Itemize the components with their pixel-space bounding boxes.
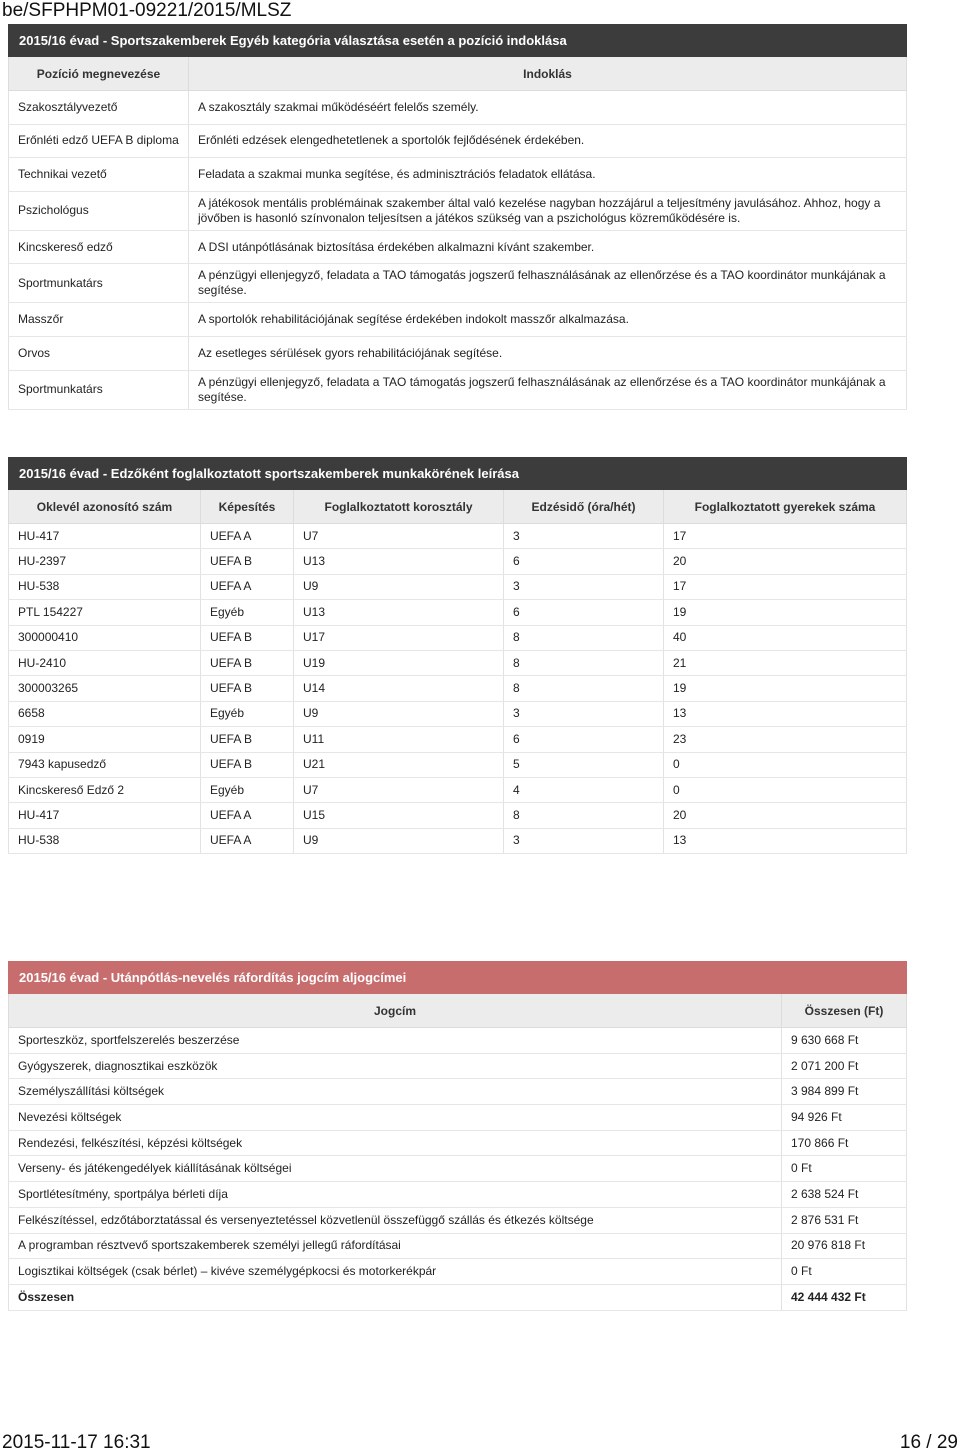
table-row — [9, 727, 907, 752]
table-cell: 8 — [504, 625, 664, 650]
column-header: Oklevél azonosító szám — [9, 490, 201, 524]
table-cell: 6658 — [9, 701, 201, 726]
table-cell: 3 — [504, 701, 664, 726]
table-cell: 8 — [504, 650, 664, 675]
table-cell: 2 876 531 Ft — [782, 1207, 907, 1233]
table-cell: 300003265 — [9, 676, 201, 701]
column-header: Edzésidő (óra/hét) — [504, 490, 664, 524]
table-cell: UEFA B — [201, 676, 294, 701]
table-cell: A pénzügyi ellenjegyző, feladata a TAO támogatás jogszerű felhasználásának az ellenőrzése és a TAO koordinátor munkájának a segítése. — [189, 264, 907, 303]
column-header: Pozíció megnevezése — [9, 57, 189, 91]
table-row — [9, 1028, 907, 1054]
table-cell: Sportlétesítmény, sportpálya bérleti díja — [9, 1182, 782, 1208]
expense-items-table — [8, 994, 907, 1311]
table-cell: U9 — [294, 574, 504, 599]
table-cell: Gyógyszerek, diagnosztikai eszközök — [9, 1053, 782, 1079]
table-cell: 3 — [504, 828, 664, 853]
table-cell: U14 — [294, 676, 504, 701]
table-row — [9, 1156, 907, 1182]
column-header: Foglalkoztatott gyerekek száma — [664, 490, 907, 524]
table-cell: U21 — [294, 752, 504, 777]
table-cell: Orvos — [9, 336, 189, 370]
table-cell: 3 984 899 Ft — [782, 1079, 907, 1105]
table-header-row — [9, 490, 907, 524]
table-cell: 21 — [664, 650, 907, 675]
table-cell: 19 — [664, 600, 907, 625]
table-row — [9, 230, 907, 264]
table-row — [9, 1182, 907, 1208]
table-cell: HU-2410 — [9, 650, 201, 675]
table-cell: A sportolók rehabilitációjának segítése érdekében indokolt masszőr alkalmazása. — [189, 303, 907, 337]
table-cell: U11 — [294, 727, 504, 752]
table-cell: UEFA A — [201, 524, 294, 549]
table-cell: 9 630 668 Ft — [782, 1028, 907, 1054]
table-row — [9, 191, 907, 230]
table-cell: Technikai vezető — [9, 158, 189, 192]
table-cell: U9 — [294, 828, 504, 853]
table-row — [9, 370, 907, 409]
table-cell: UEFA B — [201, 625, 294, 650]
table-row — [9, 777, 907, 802]
table-cell: Erőnléti edzések elengedhetetlenek a sportolók fejlődésének érdekében. — [189, 124, 907, 158]
table-row — [9, 1233, 907, 1259]
page-number: 16 / 29 — [899, 1432, 958, 1453]
table-cell: U15 — [294, 803, 504, 828]
table-cell: 17 — [664, 524, 907, 549]
table-cell: HU-538 — [9, 828, 201, 853]
table-cell: HU-2397 — [9, 549, 201, 574]
table-cell: PTL 154227 — [9, 600, 201, 625]
table-cell: 94 926 Ft — [782, 1105, 907, 1131]
table-cell: A programban résztvevő sportszakemberek személyi jellegű ráfordításai — [9, 1233, 782, 1259]
table-cell: U9 — [294, 701, 504, 726]
table-cell: U13 — [294, 549, 504, 574]
table-row — [9, 625, 907, 650]
column-header: Képesítés — [201, 490, 294, 524]
column-header: Jogcím — [9, 994, 782, 1028]
column-header: Indoklás — [189, 57, 907, 91]
table-cell: Pszichológus — [9, 191, 189, 230]
table-cell: Kincskereső edző — [9, 230, 189, 264]
table-row — [9, 124, 907, 158]
total-label: Összesen — [9, 1284, 782, 1310]
table-cell: U7 — [294, 524, 504, 549]
table-cell: Szakosztályvezető — [9, 91, 189, 125]
table-row — [9, 91, 907, 125]
table-row — [9, 1105, 907, 1131]
table-cell: Kincskereső Edző 2 — [9, 777, 201, 802]
table-cell: 8 — [504, 803, 664, 828]
table-row — [9, 1130, 907, 1156]
table-cell: 6 — [504, 727, 664, 752]
table-cell: Felkészítéssel, edzőtáborztatással és versenyeztetéssel közvetlenül összefüggő szállás és étkezés költsége — [9, 1207, 782, 1233]
table-cell: 2 638 524 Ft — [782, 1182, 907, 1208]
table-row — [9, 701, 907, 726]
table-cell: HU-538 — [9, 574, 201, 599]
table-cell: 170 866 Ft — [782, 1130, 907, 1156]
table-cell: U13 — [294, 600, 504, 625]
table-cell: 19 — [664, 676, 907, 701]
table-row — [9, 650, 907, 675]
table-cell: 0 Ft — [782, 1259, 907, 1285]
table-cell: Egyéb — [201, 701, 294, 726]
table-row — [9, 803, 907, 828]
table-cell: 6 — [504, 600, 664, 625]
table-cell: Rendezési, felkészítési, képzési költségek — [9, 1130, 782, 1156]
table-row — [9, 1079, 907, 1105]
table-cell: Nevezési költségek — [9, 1105, 782, 1131]
section-title: 2015/16 évad - Edzőként foglalkoztatott sportszakemberek munkakörének leírása — [8, 457, 907, 490]
table-row — [9, 574, 907, 599]
table-row — [9, 336, 907, 370]
table-row — [9, 752, 907, 777]
table-row — [9, 1259, 907, 1285]
table-cell: UEFA A — [201, 828, 294, 853]
table-cell: 0 — [664, 777, 907, 802]
table-cell: Sporteszköz, sportfelszerelés beszerzése — [9, 1028, 782, 1054]
table-cell: A DSI utánpótlásának biztosítása érdekében alkalmazni kívánt szakember. — [189, 230, 907, 264]
expense-items-section — [8, 961, 907, 1311]
table-cell: 0 — [664, 752, 907, 777]
total-row — [9, 1284, 907, 1310]
table-cell: Verseny- és játékengedélyek kiállításának költségei — [9, 1156, 782, 1182]
document-id: be/SFPHPM01-09221/2015/MLSZ — [2, 0, 292, 21]
coach-staff-section — [8, 457, 907, 854]
table-cell: 20 — [664, 549, 907, 574]
table-cell: A pénzügyi ellenjegyző, feladata a TAO támogatás jogszerű felhasználásának az ellenőrzése és a TAO koordinátor munkájának a segítése. — [189, 370, 907, 409]
table-cell: 13 — [664, 828, 907, 853]
table-row — [9, 264, 907, 303]
table-cell: Sportmunkatárs — [9, 370, 189, 409]
table-cell: A szakosztály szakmai működéséért felelős személy. — [189, 91, 907, 125]
position-justification-table — [8, 57, 907, 410]
table-cell: 23 — [664, 727, 907, 752]
table-cell: Erőnléti edző UEFA B diploma — [9, 124, 189, 158]
table-cell: 2 071 200 Ft — [782, 1053, 907, 1079]
section-title: 2015/16 évad - Utánpótlás-nevelés ráfordítás jogcím aljogcímei — [8, 961, 907, 994]
table-cell: U19 — [294, 650, 504, 675]
table-cell: HU-417 — [9, 803, 201, 828]
table-cell: HU-417 — [9, 524, 201, 549]
table-row — [9, 158, 907, 192]
table-cell: 3 — [504, 524, 664, 549]
table-cell: 5 — [504, 752, 664, 777]
table-row — [9, 1053, 907, 1079]
table-header-row — [9, 57, 907, 91]
section-title: 2015/16 évad - Sportszakemberek Egyéb kategória választása esetén a pozíció indoklása — [8, 24, 907, 57]
table-cell: 0 Ft — [782, 1156, 907, 1182]
table-cell: 7943 kapusedző — [9, 752, 201, 777]
table-row — [9, 828, 907, 853]
table-cell: 40 — [664, 625, 907, 650]
table-cell: Sportmunkatárs — [9, 264, 189, 303]
table-header-row — [9, 994, 907, 1028]
table-row — [9, 1207, 907, 1233]
column-header: Összesen (Ft) — [782, 994, 907, 1028]
table-cell: Egyéb — [201, 600, 294, 625]
table-cell: UEFA B — [201, 727, 294, 752]
table-row — [9, 549, 907, 574]
coach-staff-table — [8, 490, 907, 854]
table-row — [9, 676, 907, 701]
position-justification-section — [8, 24, 907, 410]
table-cell: UEFA B — [201, 650, 294, 675]
column-header: Foglalkoztatott korosztály — [294, 490, 504, 524]
table-cell: Személyszállítási költségek — [9, 1079, 782, 1105]
table-cell: UEFA A — [201, 803, 294, 828]
table-cell: 300000410 — [9, 625, 201, 650]
table-cell: Feladata a szakmai munka segítése, és adminisztrációs feladatok ellátása. — [189, 158, 907, 192]
table-cell: Egyéb — [201, 777, 294, 802]
table-cell: 13 — [664, 701, 907, 726]
table-cell: Logisztikai költségek (csak bérlet) – kivéve személygépkocsi és motorkerékpár — [9, 1259, 782, 1285]
table-cell: U7 — [294, 777, 504, 802]
table-cell: Masszőr — [9, 303, 189, 337]
table-cell: 20 — [664, 803, 907, 828]
table-row — [9, 600, 907, 625]
table-cell: UEFA B — [201, 549, 294, 574]
table-cell: 0919 — [9, 727, 201, 752]
table-row — [9, 303, 907, 337]
table-cell: UEFA B — [201, 752, 294, 777]
table-cell: 17 — [664, 574, 907, 599]
total-value: 42 444 432 Ft — [782, 1284, 907, 1310]
table-cell: UEFA A — [201, 574, 294, 599]
table-cell: A játékosok mentális problémáinak szakember által való kezelése nagyban hozzájárul a teljesítmény javulásához. Ahhoz, hogy a jövőben is hasonló színvonalon teljesítsen a játékos szükség van a pszichológus közreműködésére is. — [189, 191, 907, 230]
table-row — [9, 524, 907, 549]
table-cell: Az esetleges sérülések gyors rehabilitációjának segítése. — [189, 336, 907, 370]
table-cell: 20 976 818 Ft — [782, 1233, 907, 1259]
table-cell: 8 — [504, 676, 664, 701]
table-cell: 4 — [504, 777, 664, 802]
table-cell: 3 — [504, 574, 664, 599]
generated-timestamp: 2015-11-17 16:31 — [2, 1432, 151, 1453]
table-cell: 6 — [504, 549, 664, 574]
table-cell: U17 — [294, 625, 504, 650]
